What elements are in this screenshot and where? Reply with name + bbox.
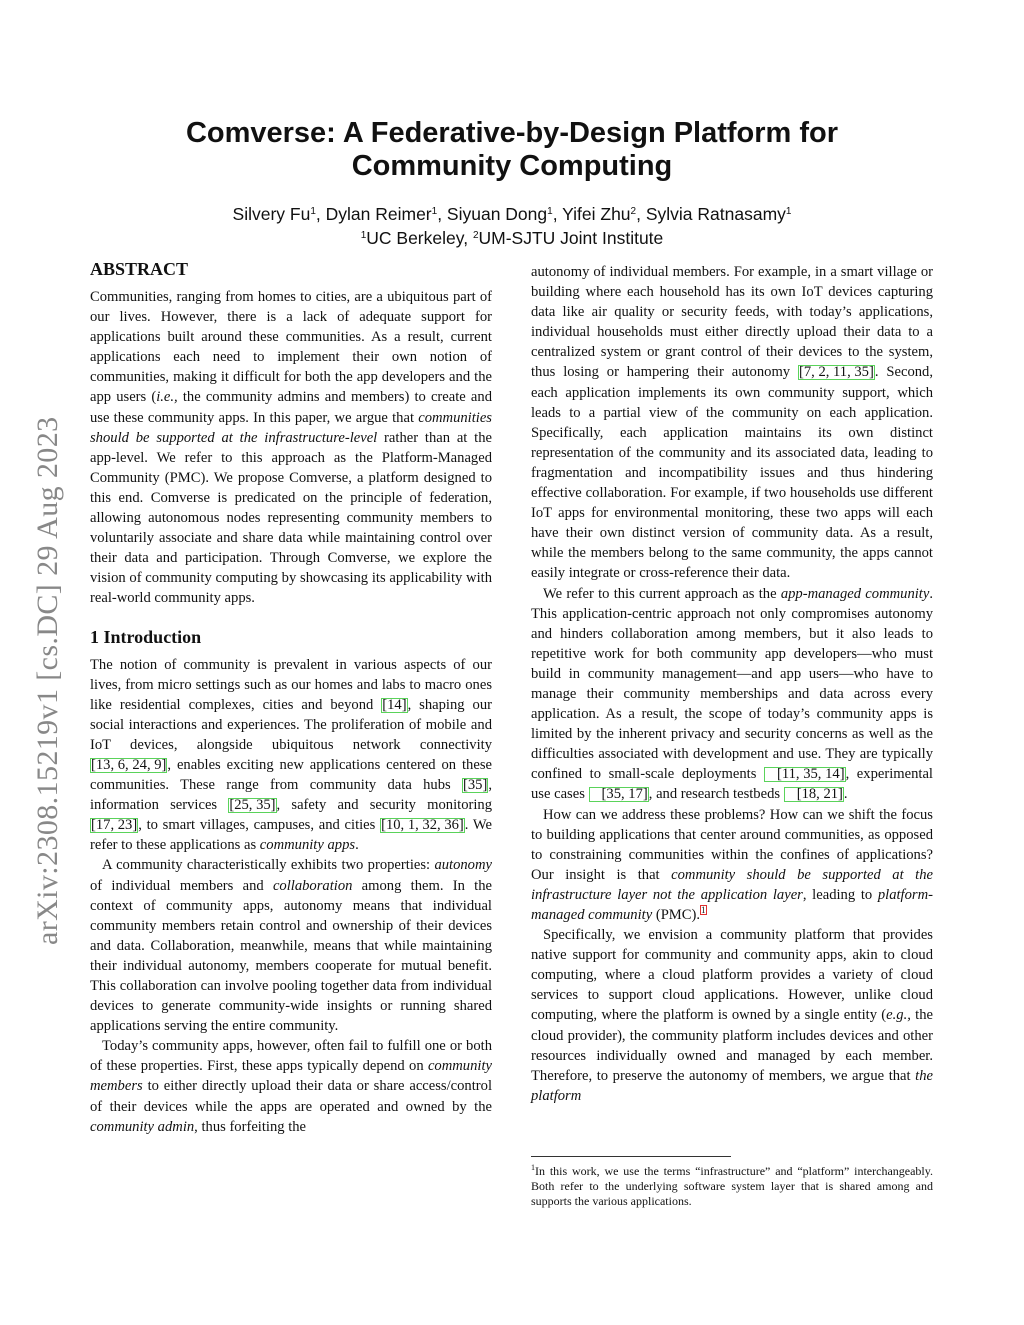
author-affiliation-mark: 1 [310,206,316,217]
left-column [90,258,492,1137]
footnote-text: In this work, we use the terms “infrastructure” and “platform” interchangeably. Both refer to the underlying software system layer that is shared among and supports the various applications. [531,1164,933,1208]
author-affiliation-mark: 1 [785,206,792,217]
introduction-heading: 1 Introduction [90,626,202,647]
intro-paragraph-2: A community characteristically exhibits two properties: autonomy of individual members and collaboration among them. In the context of community apps, autonomy means that individual community members retain control and ownership of their devices and data. Collaboration, meanwhile, means that while maintaining their individual autonomy, members cooperate for mutual benefit. This collaboration can involve pooling together data from individual devices to generate community-wide insights or running shared applications serving the entire community. [90,857,492,1035]
intro-paragraph-4: We refer to this current approach as the app-managed community. This application-centric approach not only compromises autonomy and hinders collaboration among members, but it also leads to repetitive work for both community app developers—who must build in community management—and app users—who have to manage their community memberships and data across every application. As a result, the scope of today’s community apps is limited by the inherent privacy and security concerns as well as the difficulties associated with development and use. They are typically confined to small-scale deployments [11, 35, 14], experimental use cases [35, 17], and research testbeds [18, 21]. [531,585,933,803]
citation-link[interactable]: [7, 2, 11, 35] [798,364,874,381]
citation-link[interactable]: [18, 21] [784,787,844,802]
footnote [531,1160,933,1209]
author-affiliation-mark: 1 [431,206,438,217]
author-block [100,201,924,249]
affiliation-number: 1 [360,230,367,241]
abstract-heading: ABSTRACT [90,259,189,279]
author-name: Dylan Reimer [325,204,432,224]
citation-link[interactable]: [35] [463,777,488,794]
citation-link[interactable]: [10, 1, 32, 36] [381,817,464,834]
title-line-1: Comverse: A Federative-by-Design Platform for [185,117,839,149]
intro-paragraph-3-continued: autonomy of individual members. For example, in a smart village or building where each household has its own IoT devices capturing data like air quality or security feeds, with today’s applications, individual households must either directly upload their data to a centralized system or grant control of their devices to the system, thus losing or hampering their autonomy [7, 2, 11, 35]. Second, each application implements its own community support, which leads to a partial view of the community on each application. Specifically, each application maintains its own distinct representation of the community and its associated data, leading to fragmentation and incompatibility issues and thus hindering effective collaboration. For example, if two households use different IoT apps for environmental monitoring, these two apps will each have their own distinct version of community data. As a result, while the members belong to the same community, the apps cannot easily integrate or cross-reference their data. [531,264,933,582]
affiliation-number: 2 [472,230,479,241]
author-affiliation-mark: 2 [630,206,637,217]
footnote-link[interactable]: 1 [701,905,706,915]
citation-link[interactable]: [11, 35, 14] [764,767,846,782]
author-name: Siyuan Dong [446,204,548,224]
citation-link[interactable]: [17, 23] [91,817,138,834]
author-affiliation-mark: 1 [547,206,553,217]
abstract-paragraph: Communities, ranging from homes to cities, are a ubiquitous part of our lives. However, there is a lack of adequate support for applications built around these communities. As a result, current applications each need to implement their own notion of communities, making it difficult for both the app developers and the app users (i.e., the community admins and members) to create and use these community apps. In this paper, we argue that communities should be supported at the infrastructure-level rather than at the app-level. We refer to this approach as the Platform-Managed Community (PMC). We propose Comverse, a platform designed to this end. Comverse is predicated on the principle of federation, allowing autonomous nodes representing community members to voluntarily associate and share data while maintaining control over their data and participation. Through Comverse, we explore the vision of community computing by showcasing its applicability with real-world community apps. [90,289,493,607]
title-line-2: Community Computing [351,150,673,182]
author-name: Silvery Fu [232,204,311,224]
author-name: Sylvia Ratnasamy [645,204,786,224]
citation-link[interactable]: [14] [382,696,407,713]
intro-paragraph-1: The notion of community is prevalent in various aspects of our lives, from micro settings such as our homes and labs to macro ones like residential complexes, cities and beyond [14], shaping our social interactions and experiences. The proliferation of mobile and IoT devices, alongside ubiquitous network connectivity [13, 6, 24, 9], enables exciting new applications centered on these communities. These range from community data hubs [35], information services [25, 35], safety and security monitoring [17, 23], to smart villages, campuses, and cities [10, 1, 32, 36]. We refer to these applications as community apps. [90,656,493,854]
affiliation-list: $^1$UC Berkeley, $^2$UM-SJTU Joint Institute [360,228,664,248]
affiliation-name: UC Berkeley [366,228,464,248]
citation-link[interactable]: [35, 17] [589,787,649,802]
arxiv-identifier-stamp: arXiv:2308.15219v1 [cs.DC] 29 Aug 2023 [31,416,64,945]
author-name: Yifei Zhu [562,204,631,224]
footnote-number: 1 [531,1163,535,1172]
citation-link[interactable]: [25, 35] [229,797,276,814]
intro-paragraph-3: Today’s community apps, however, often fail to fulfill one or both of these properties. First, these apps typically depend on community members to either directly upload their data or share access/control of their devices while the apps are operated and owned by the community admin, thus forfeiting the [90,1038,492,1135]
intro-paragraph-5: How can we address these problems? How can we shift the focus to building applications that center around communities, as opposed to constraining communities within the confines of applications? Our insight is that community should be supported at the infrastructure layer not the application layer, leading to platform-managed community (PMC).$^1$ [531,806,933,923]
author-list: Silvery Fu$^1$, Dylan Reimer$^1$, Siyuan Dong$^1$, Yifei Zhu$^2$, Sylvia Ratnasamy$^1$ [232,204,792,224]
intro-paragraph-6: Specifically, we envision a community platform that provides native support for community and community apps, akin to cloud computing, where a cloud platform provides a variety of cloud services to support cloud applications. However, unlike cloud computing, where the platform is owned by a single entity (e.g., the cloud provider), the community platform includes devices and other resources individually owned and managed by each member. Therefore, to preserve the autonomy of members, we argue that the platform [531,927,934,1104]
footnote-divider [531,1156,731,1157]
right-column [531,262,933,1106]
paper-title [120,117,904,183]
affiliation-name: UM-SJTU Joint Institute [478,228,664,248]
citation-link[interactable]: [13, 6, 24, 9] [91,756,167,773]
